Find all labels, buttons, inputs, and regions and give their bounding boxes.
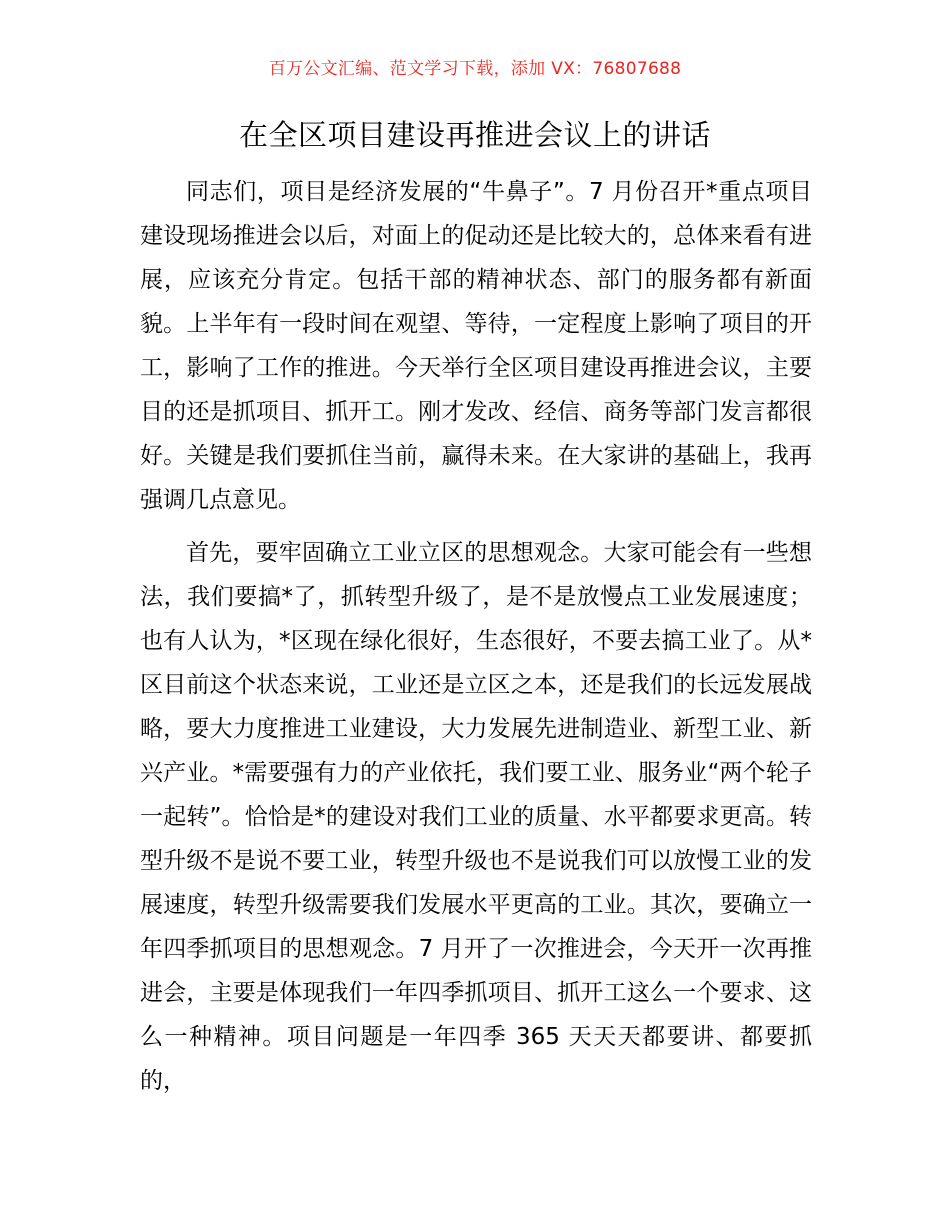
paragraph-1: 同志们，项目是经济发展的“牛鼻子”。7 月份召开*重点项目建设现场推进会以后，对面上的促动还是比较大的，总体来看有进展，应该充分肯定。包括干部的精神状态、部门的服务都有新面貌。上半年有一段时间在观望、等待，一定程度上影响了项目的开工，影响了工作的推进。今天举行全区项目建设再推进会议，主要目的还是抓项目、抓开工。刚才发改、经信、商务等部门发言都很好。关键是我们要抓住当前，赢得未来。在大家讲的基础上，我再强调几点意见。 [140, 179, 812, 513]
document-title: 在全区项目建设再推进会议上的讲话 [238, 118, 711, 152]
paragraph-2: 首先，要牢固确立工业立区的思想观念。大家可能会有一些想法，我们要搞*了，抓转型升级了，是不是放慢点工业发展速度；也有人认为，*区现在绿化很好，生态很好，不要去搞工业了。从*区目前这个状态来说，工业还是立区之本，还是我们的长远发展战略，要大力度推进工业建设，大力发展先进制造业、新型工业、新兴产业。*需要强有力的产业依托，我们要工业、服务业“两个轮子一起转”。恰恰是*的建设对我们工业的质量、水平都要求更高。转型升级不是说不要工业，转型升级也不是说我们可以放慢工业的发展速度，转型升级需要我们发展水平更高的工业。其次，要确立一年四季抓项目的思想观念。7 月开了一次推进会，今天开一次再推进会，主要是体现我们一年四季抓项目、抓开工这么一个要求、这么一种精神。项目问题是一年四季 365 天天天都要讲、都要抓的， [140, 540, 812, 1094]
document-body [140, 170, 812, 1103]
header-banner: 百万公文汇编、范文学习下载，添加 VX：76807688 [268, 59, 682, 79]
